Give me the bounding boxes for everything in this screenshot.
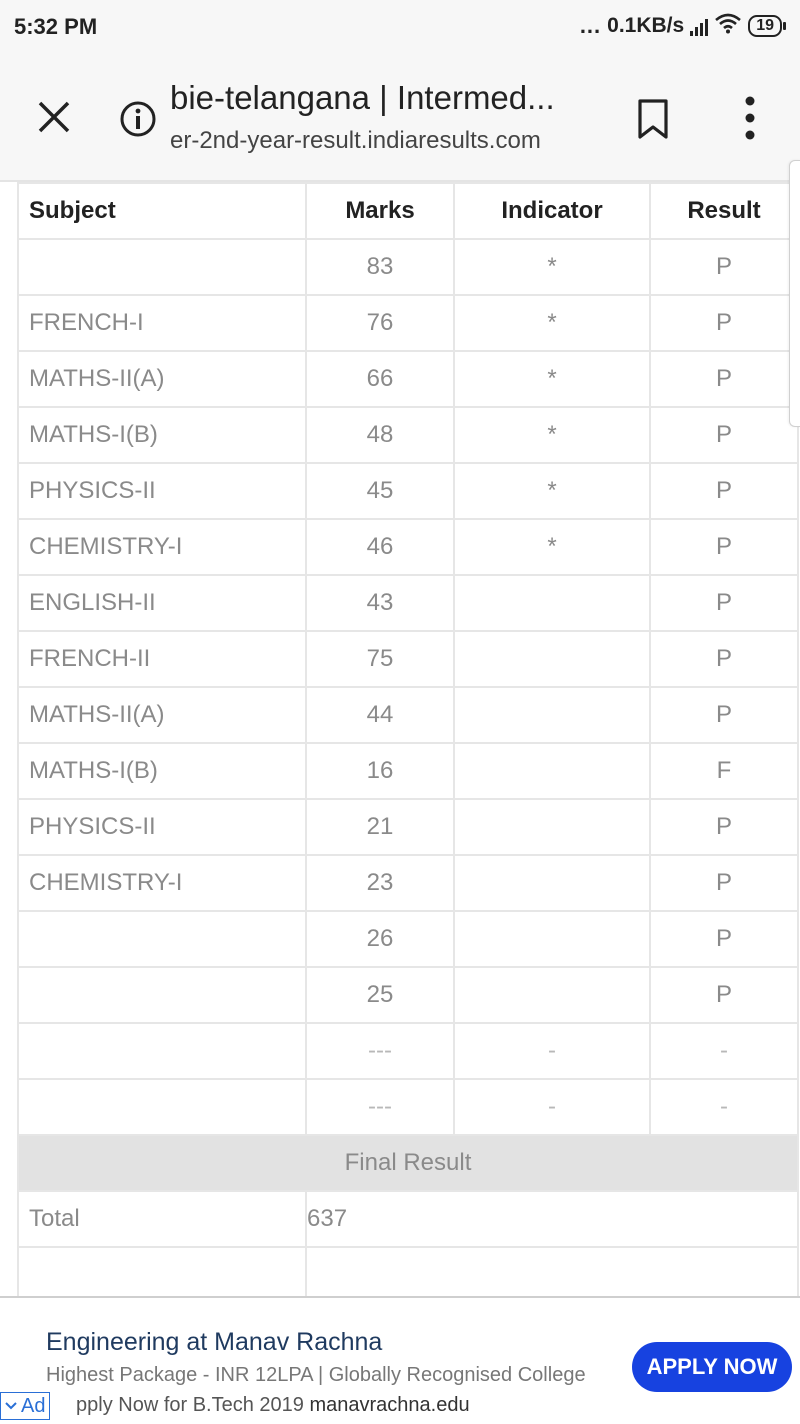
ad-description: Highest Package - INR 12LPA | Globally Recognised College	[46, 1364, 586, 1386]
ad-line2-text: pply Now for B.Tech 2019	[76, 1394, 304, 1416]
ad-badge-label: Ad	[21, 1394, 46, 1417]
indicator-cell	[454, 855, 650, 911]
marks-cell: 66	[306, 351, 454, 407]
subject-cell: MATHS-II(A)	[18, 687, 306, 743]
page-url[interactable]: er-2nd-year-result.indiaresults.com	[170, 127, 541, 154]
info-icon	[118, 99, 158, 139]
result-table-body	[18, 239, 798, 1135]
battery-level: 19	[748, 15, 782, 37]
header-result: Result	[650, 183, 798, 239]
result-cell: -	[650, 1079, 798, 1135]
result-cell: P	[650, 911, 798, 967]
subject-cell	[18, 967, 306, 1023]
marks-cell: ---	[306, 1079, 454, 1135]
marks-cell: 45	[306, 463, 454, 519]
table-row	[18, 855, 798, 911]
indicator-cell	[454, 743, 650, 799]
result-cell: P	[650, 295, 798, 351]
table-header-row	[18, 183, 798, 239]
indicator-cell	[454, 687, 650, 743]
notification-dots: ...	[579, 13, 602, 38]
total-label: Total	[18, 1191, 306, 1247]
result-cell: P	[650, 575, 798, 631]
signal-icon	[690, 16, 708, 36]
table-row	[18, 575, 798, 631]
indicator-cell: -	[454, 1079, 650, 1135]
marks-cell: 76	[306, 295, 454, 351]
subject-cell: FRENCH-II	[18, 631, 306, 687]
indicator-cell	[454, 631, 650, 687]
marks-cell: 83	[306, 239, 454, 295]
marks-cell: 46	[306, 519, 454, 575]
page-content[interactable]	[0, 182, 800, 1296]
wifi-icon	[714, 12, 742, 40]
subject-cell: PHYSICS-II	[18, 799, 306, 855]
total-value: 637	[306, 1191, 798, 1247]
marks-cell: 21	[306, 799, 454, 855]
indicator-cell	[454, 575, 650, 631]
bookmark-icon	[636, 97, 670, 141]
subject-cell: MATHS-I(B)	[18, 743, 306, 799]
indicator-cell: -	[454, 1023, 650, 1079]
marks-cell: 48	[306, 407, 454, 463]
table-row	[18, 239, 798, 295]
result-cell: P	[650, 631, 798, 687]
subject-cell: MATHS-II(A)	[18, 351, 306, 407]
browser-toolbar	[0, 55, 800, 182]
result-cell: P	[650, 799, 798, 855]
header-indicator: Indicator	[454, 183, 650, 239]
result-cell: P	[650, 519, 798, 575]
site-info-button[interactable]	[118, 99, 158, 139]
final-result-row	[18, 1135, 798, 1191]
indicator-cell: *	[454, 463, 650, 519]
result-cell: P	[650, 463, 798, 519]
chevron-down-icon	[5, 1401, 17, 1411]
status-bar	[0, 0, 800, 55]
indicator-cell: *	[454, 295, 650, 351]
table-row	[18, 911, 798, 967]
indicator-cell: *	[454, 239, 650, 295]
indicator-cell: *	[454, 407, 650, 463]
table-spacer-row	[18, 1247, 798, 1296]
table-row	[18, 519, 798, 575]
result-cell: P	[650, 967, 798, 1023]
subject-cell: MATHS-I(B)	[18, 407, 306, 463]
result-cell: P	[650, 407, 798, 463]
result-cell: P	[650, 239, 798, 295]
subject-cell: ENGLISH-II	[18, 575, 306, 631]
apply-now-button[interactable]: APPLY NOW	[632, 1342, 792, 1392]
status-time: 5:32 PM	[14, 14, 98, 39]
subject-cell	[18, 239, 306, 295]
close-tab-button[interactable]	[34, 97, 74, 137]
result-cell: -	[650, 1023, 798, 1079]
subject-cell: FRENCH-I	[18, 295, 306, 351]
table-row	[18, 1023, 798, 1079]
marks-cell: ---	[306, 1023, 454, 1079]
page-title[interactable]: bie-telangana | Intermed...	[170, 79, 555, 116]
header-subject: Subject	[18, 183, 306, 239]
subject-cell: CHEMISTRY-I	[18, 519, 306, 575]
marks-cell: 25	[306, 967, 454, 1023]
table-row	[18, 687, 798, 743]
indicator-cell	[454, 911, 650, 967]
table-row	[18, 967, 798, 1023]
table-row	[18, 463, 798, 519]
ad-banner[interactable]	[0, 1296, 800, 1424]
ad-url-line[interactable]	[76, 1394, 470, 1417]
table-row	[18, 407, 798, 463]
indicator-cell: *	[454, 519, 650, 575]
marks-cell: 16	[306, 743, 454, 799]
total-row	[18, 1191, 798, 1247]
indicator-cell	[454, 967, 650, 1023]
ad-badge[interactable]	[0, 1392, 50, 1420]
final-result-label: Final Result	[18, 1135, 798, 1191]
subject-cell: CHEMISTRY-I	[18, 855, 306, 911]
ad-domain: manavrachna.edu	[309, 1394, 470, 1416]
bookmark-button[interactable]	[636, 97, 670, 141]
result-cell: P	[650, 855, 798, 911]
marks-cell: 43	[306, 575, 454, 631]
table-row	[18, 631, 798, 687]
subject-cell	[18, 911, 306, 967]
header-marks: Marks	[306, 183, 454, 239]
result-table	[17, 182, 799, 1296]
indicator-cell	[454, 799, 650, 855]
status-indicators	[580, 12, 786, 40]
subject-cell	[18, 1079, 306, 1135]
marks-cell: 23	[306, 855, 454, 911]
subject-cell: PHYSICS-II	[18, 463, 306, 519]
more-options-button[interactable]	[740, 95, 760, 141]
result-cell: P	[650, 351, 798, 407]
table-row	[18, 743, 798, 799]
more-vert-icon	[740, 95, 760, 141]
ad-title[interactable]: Engineering at Manav Rachna	[46, 1328, 383, 1356]
marks-cell: 26	[306, 911, 454, 967]
scrollbar-handle[interactable]	[789, 160, 800, 427]
table-row	[18, 799, 798, 855]
table-row	[18, 351, 798, 407]
subject-cell	[18, 1023, 306, 1079]
battery-icon	[748, 15, 786, 37]
marks-cell: 44	[306, 687, 454, 743]
table-row	[18, 295, 798, 351]
table-row	[18, 1079, 798, 1135]
indicator-cell: *	[454, 351, 650, 407]
result-cell: P	[650, 687, 798, 743]
network-speed: 0.1KB/s	[607, 14, 685, 37]
result-cell: F	[650, 743, 798, 799]
close-icon	[34, 97, 74, 137]
marks-cell: 75	[306, 631, 454, 687]
